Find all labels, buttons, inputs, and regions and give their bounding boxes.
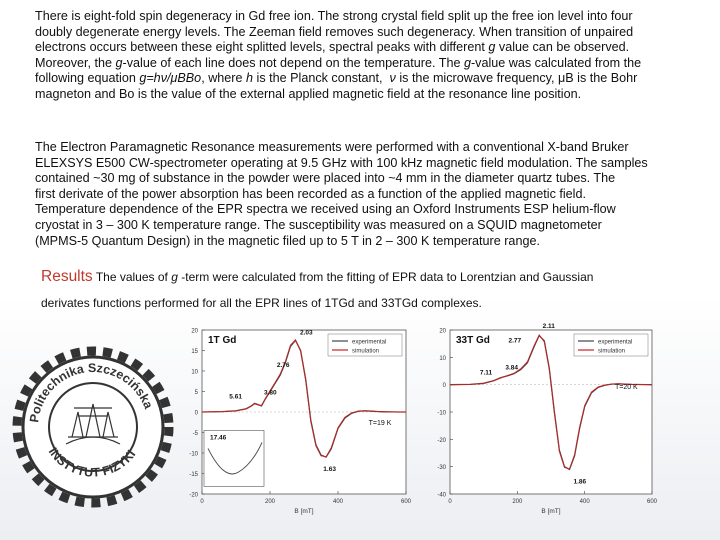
y-tick-label: 15 xyxy=(191,349,198,355)
logo-text-top: Politechnika Szczecińska xyxy=(27,360,156,424)
y-tick-label: 10 xyxy=(439,355,446,362)
y-tick-label: 10 xyxy=(191,369,198,376)
g-value-label: 2.03 xyxy=(300,329,313,337)
temperature-label: T=20 K xyxy=(614,383,638,391)
methods-line: (MPMS-5 Quantum Design) in the magnetic filed up to 5 T in 2 – 300 K temperature range. xyxy=(35,233,540,248)
methods-line: first derivate of the power absorption has been recorded as a function of the applied magnetic field. xyxy=(35,186,586,201)
results-line: Results The values of g -term were calculated from the fitting of EPR data to Lorentzian and Gaussian xyxy=(41,268,594,285)
legend-label: experimental xyxy=(598,339,633,346)
methods-paragraph xyxy=(35,140,715,249)
legend-label: experimental xyxy=(352,339,387,346)
y-tick-label: 5 xyxy=(194,390,198,396)
chart-title: 1T Gd xyxy=(208,335,237,346)
y-tick-label: -30 xyxy=(437,465,446,472)
intro-line: doubly degenerate energy levels. The Zeeman field removes such degeneracy. When transition of unpaired xyxy=(35,24,634,39)
y-tick-label: -15 xyxy=(189,472,198,478)
x-tick-label: 200 xyxy=(264,499,276,505)
methods-line: ELEXSYS E500 CW-spectrometer operating at 9.5 GHz with 100 kHz magnetic field modulation. The samples xyxy=(35,155,648,170)
methods-line: Temperature dependence of the EPR spectra we received using an Oxford Instruments ESP helium-flow xyxy=(35,202,616,217)
y-tick-label: 0 xyxy=(194,410,198,417)
x-axis-label: B [mT] xyxy=(541,508,561,515)
results-heading: Results xyxy=(41,268,93,285)
g-value-label: 2.76 xyxy=(276,362,290,370)
g-value-label: 7.11 xyxy=(479,369,493,377)
intro-line: There is eight-fold spin degeneracy in Gd free ion. The strong crystal field split up the free ion level into four xyxy=(35,9,633,23)
results-paragraph xyxy=(41,264,716,316)
x-tick-label: 600 xyxy=(400,499,412,505)
equation: g=hν/μBBo xyxy=(139,71,202,86)
g-value-label: 1.63 xyxy=(323,466,336,474)
y-tick-label: -20 xyxy=(437,437,446,444)
y-tick-label: -10 xyxy=(437,410,446,417)
y-tick-label: -10 xyxy=(189,451,198,458)
g-value-label: 3.80 xyxy=(264,389,277,397)
y-tick-label: -20 xyxy=(189,492,198,499)
methods-line: contained ~30 mg of substance in the powder were placed into ~4 mm in the diameter quartz tubes. The xyxy=(35,171,616,186)
x-tick-label: 400 xyxy=(332,499,344,505)
intro-line: electrons occurs between these eight splitted levels, spectral peaks with different g value can be observed. xyxy=(35,40,630,55)
intro-line: magneton and Bo is the value of the external applied magnetic field at the resonance line position. xyxy=(35,86,582,101)
g-value-label: 5.61 xyxy=(229,393,242,401)
x-tick-label: 200 xyxy=(512,499,523,505)
intro-line: Moreover, the g-value of each line does not depend on the temperature. The g-value was calculated from the xyxy=(35,55,642,70)
x-tick-label: 600 xyxy=(646,499,658,505)
chart-title: 33T Gd xyxy=(456,335,490,346)
g-value-label: 2.77 xyxy=(508,337,522,345)
temperature-label: T=19 K xyxy=(368,420,392,428)
methods-line: The Electron Paramagnetic Resonance measurements were performed with a conventional X-band Bruker xyxy=(35,140,629,154)
chart-33tgd xyxy=(420,322,665,522)
y-tick-label: 0 xyxy=(442,383,446,390)
x-tick-label: 0 xyxy=(448,499,452,505)
y-tick-label: -5 xyxy=(192,431,198,437)
intro-line: following equation g=hν/μBBo, where h is the Planck constant, ν is the microwave frequency, μB is the Bohr xyxy=(35,71,638,86)
g-value-label: 17.46 xyxy=(210,434,227,442)
x-axis-label: B [mT] xyxy=(294,508,314,515)
g-value-label: 3.84 xyxy=(505,364,518,372)
g-value-label: 1.86 xyxy=(573,478,587,486)
logo-text-bottom: INSTYTUT FIZYKI xyxy=(45,445,139,480)
x-tick-label: 0 xyxy=(200,499,204,505)
g-value-label: 2.11 xyxy=(542,323,555,331)
legend-label: simulation xyxy=(598,348,626,355)
x-tick-label: 400 xyxy=(579,499,590,505)
y-tick-label: 20 xyxy=(191,328,198,335)
legend-label: simulation xyxy=(352,348,380,355)
y-tick-label: 20 xyxy=(439,328,446,335)
methods-line: cryostat in 3 – 300 K temperature range. The susceptibility was measured on a SQUID magnetometer xyxy=(35,217,602,232)
results-line: derivates functions performed for all the EPR lines of 1TGd and 33TGd complexes. xyxy=(41,296,482,310)
chart-1tgd xyxy=(168,322,413,522)
intro-paragraph xyxy=(35,9,715,103)
institute-logo xyxy=(8,342,178,512)
y-tick-label: -40 xyxy=(437,492,446,499)
